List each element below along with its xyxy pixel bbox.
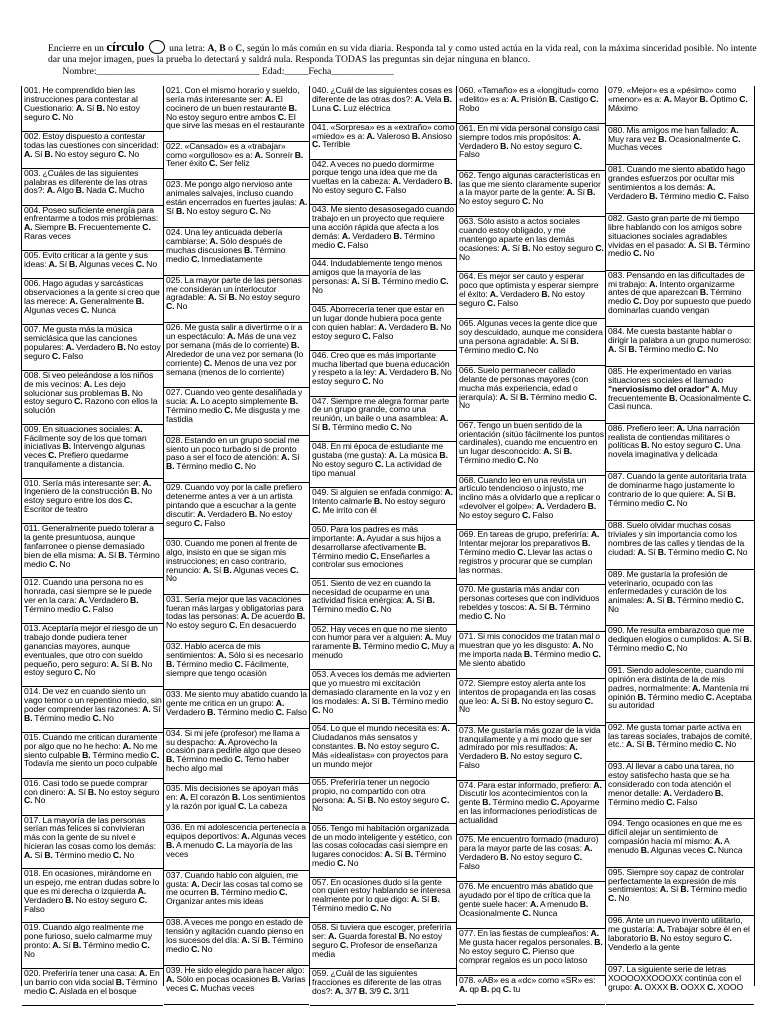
question-item[interactable]: 012. Cuando una persona no es honrada, casi siempre se le puede ver en la cara: A. Verdadero B. Término medio C. Falso <box>22 578 163 624</box>
question-item[interactable]: 083. Pensando en las dificultades de mi trabajo: A. Intento organizarme antes de que aparezcan B. Término medio C. Doy por supuesto que puedo dominarlas cuando vengan <box>606 271 754 328</box>
question-item[interactable]: 092. Me gusta tomar parte activa en las tareas sociales, trabajos de comité, etc.: A. Sí B. Término medio C. No <box>606 723 754 763</box>
question-item[interactable]: 023. Me pongo algo nervioso ante animales salvajes, incluso cuando están encerrados en fuertes jaulas: A. Sí B. No estoy seguro C. No <box>164 180 309 228</box>
question-column-1 <box>21 85 164 996</box>
instr-letter-b: B <box>219 43 226 54</box>
question-item[interactable]: 013. Aceptaría mejor el riesgo de un trabajo donde pudiera tener ganancias mayores, aunque eventuales, que otro con sueldo pequeño, pero seguro: A. Sí B. No estoy seguro C. No <box>22 624 163 687</box>
question-item[interactable]: 011. Generalmente puedo tolerar a la gente presuntuosa, aunque fanfarronee o piense demasiado bien de ella misma: A. Sí B. Término medio C. No <box>22 524 163 578</box>
question-item[interactable]: 063. Sólo asisto a actos sociales cuando estoy obligado, y me mantengo aparte en las demás ocasiones: A. Sí B. No estoy seguro C. No <box>457 217 605 272</box>
question-item[interactable]: 028. Estando en un grupo social me siento un poco turbado si de pronto paso a ser el foco de atención: A. Sí B. Término medio C. No <box>164 436 309 484</box>
question-item[interactable]: 084. Me cuesta bastante hablar o dirigir la palabra a un grupo numeroso: A. Sí B. Término medio C. No <box>606 327 754 367</box>
question-item[interactable]: 093. Al llevar a cabo una tarea, no estoy satisfecho hasta que se ha considerado con toda atención el menor detalle: A. Verdadero B. Término medio C. Falso <box>606 762 754 819</box>
question-item[interactable]: 070. Me gustaría más andar con personas corteses que con individuos rebeldes y toscos: A. Sí B. Término medio C. No <box>457 585 605 632</box>
question-item[interactable]: 047. Siempre me alegra formar parte de un grupo grande, como una reunión, un baile o una asamblea: A. Sí B. Término medio C. No <box>310 397 456 443</box>
question-item[interactable]: 086. Prefiero leer: A. Una narración realista de contiendas militares o políticas B. No estoy seguro C. Una novela imaginativa y delicada <box>606 424 754 473</box>
question-item[interactable]: 022. «Cansado» es a «trabajar» como «orgulloso» es a: A. Sonreír B. Tener éxito C. Ser feliz <box>164 142 309 181</box>
question-item[interactable]: 061. En mi vida personal consigo casi siempre todos mis propósitos: A. Verdadero B. No estoy seguro C. Falso <box>457 124 605 171</box>
question-item[interactable]: 044. Indudablemente tengo menos amigos que la mayoría de las personas: A. Sí B. Término medio C. No <box>310 259 456 305</box>
question-item[interactable]: 020. Preferiría tener una casa: A. En un barrio con vida social B. Término medio C. Aislada en el bosque <box>22 969 163 1006</box>
question-item[interactable]: 064. Es mejor ser cauto y esperar poco que optimista y esperar siempre el éxito: A. Verdadero B. No estoy seguro C. Falso <box>457 272 605 319</box>
question-item[interactable]: 033. Me siento muy abatido cuando la gente me critica en un grupo: A. Verdadero B. Término medio C. Falso <box>164 690 309 729</box>
question-item[interactable]: 072. Siempre estoy alerta ante los intentos de propaganda en las cosas que leo: A. Sí B. No estoy seguro C. No <box>457 679 605 726</box>
question-item[interactable]: 080. Mis amigos me han fallado: A. Muy rara vez B. Ocasionalmente C. Muchas veces <box>606 126 754 166</box>
question-item[interactable]: 018. En ocasiones, mirándome en un espejo, me entran dudas sobre lo que es mi derecha o izquierda A. Verdadero B. No estoy seguro C. Falso <box>22 869 163 923</box>
question-item[interactable]: 067. Tengo un buen sentido de la orientación (sitúo fácilmente los puntos cardinales), cuando me encuentro en un lugar desconocido: A. Sí B. Término medio C. No <box>457 421 605 476</box>
age-label: Edad: <box>262 65 285 77</box>
question-item[interactable]: 005. Evito criticar a la gente y sus ideas: A. Sí B. Algunas veces C. No <box>22 251 163 279</box>
question-item[interactable]: 069. En tareas de grupo, preferiría: A. Intentar mejorar los preparativos B. Término medio C. Llevar las actas o registros y procurar que se cumplan las normas. <box>457 530 605 585</box>
date-label: Fecha <box>308 65 332 77</box>
question-item[interactable]: 054. Lo que el mundo necesita es: A. Ciudadanos más sensatos y constantes. B. No estoy seguro C. Más «idealistas» con proyectos para un mundo mejor <box>310 724 456 778</box>
question-item[interactable]: 001. He comprendido bien las instrucciones para contestar al Cuestionario: A. Sí B. No estoy seguro C. No <box>22 86 163 132</box>
question-item[interactable]: 040. ¿Cuál de las siguientes cosas es diferente de las otras dos?: A. Vela B. Luna C. Luz eléctrica <box>310 86 456 123</box>
question-item[interactable]: 026. Me gusta salir a divertirme o ir a un espectáculo: A. Más de una vez por semana (más de lo corriente) B. Alrededor de una vez por semana (lo corriente) C. Menos de una vez por semana (menos de lo corriente) <box>164 323 309 388</box>
question-item[interactable]: 071. Si mis conocidos me tratan mal o muestran que yo les disgusto: A. No me importa nada B. Término medio C. Me siento abatido <box>457 632 605 679</box>
instr-letter-a: A <box>207 43 215 54</box>
instructions-text <box>48 40 760 66</box>
question-item[interactable]: 016. Casi todo se puede comprar con dinero: A. Sí B. No estoy seguro C. No <box>22 779 163 816</box>
question-item[interactable]: 045. Aborrecería tener que estar en un lugar donde hubiera poca gente con quien hablar: A. Verdadero B. No estoy seguro C. Falso <box>310 305 456 351</box>
question-item[interactable]: 081. Cuando me siento abatido hago grandes esfuerzos por ocultar mis sentimientos a los demás: A. Verdadero B. Término medio C. Falso <box>606 165 754 214</box>
question-item[interactable]: 077. En las fiestas de cumpleaños: A. Me gusta hacer regalos personales. B. No estoy seguro C. Pienso que comprar regalos es un poco latoso <box>457 929 605 976</box>
question-item[interactable]: 062. Tengo algunas características en las que me siento claramente superior a la mayor parte de la gente: A. Sí B. No estoy seguro C. No <box>457 171 605 218</box>
question-item[interactable]: 030. Cuando me ponen al frente de algo, insisto en que se sigan mis instrucciones; en caso contrario, renuncio: A. Sí B. Algunas veces C. No <box>164 539 309 595</box>
question-item[interactable]: 029. Cuando voy por la calle prefiero detenerme antes a ver a un artista pintando que a escuchar a la gente discutir: A. Verdadero B. No estoy seguro C. Falso <box>164 483 309 539</box>
instr-text-5: , según lo más común en su vida diaria. Responda tal y como usted actúa en la vida real, con la máxima sinceridad posible. No intente dar una mejor imagen, pues la prueba lo detectará y saldrá nula. Responda TODAS las preguntas sin dejar ninguna en blanco. <box>48 43 757 66</box>
respondent-fields <box>48 66 760 77</box>
questionnaire-grid <box>21 85 755 996</box>
question-item[interactable]: 038. A veces me pongo en estado de tensión y agitación cuando pienso en los sucesos del día: A. Sí B. Término medio C. No <box>164 918 309 966</box>
question-item[interactable]: 051. Siento de vez en cuando la necesidad de ocuparme en una actividad física enérgica: A. Sí B. Término medio C. No <box>310 579 456 625</box>
question-item[interactable]: 008. Si veo peleándose a los niños de mis vecinos: A. Les dejo solucionar sus problemas B. No estoy seguro C. Razono con ellos la solución <box>22 371 163 425</box>
question-item[interactable]: 027. Cuando veo gente desaliñada y sucia: A. Lo acepto simplemente B. Término medio C. Me disgusta y me fastidia <box>164 388 309 436</box>
question-item[interactable]: 041. «Sorpresa» es a «extraño» como «miedo» es a: A. Valeroso B. Ansioso C. Terrible <box>310 123 456 160</box>
question-item[interactable]: 055. Preferiría tener un negocio propio, no compartido con otra persona: A. Sí B. No estoy seguro C. No <box>310 778 456 824</box>
question-item[interactable]: 049. Si alguien se enfada conmigo: A. Intento calmarle B. No estoy seguro C. Me irrito con él <box>310 488 456 525</box>
circle-icon <box>149 40 165 54</box>
question-item[interactable]: 019. Cuando algo realmente me pone furioso, suelo calmarme muy pronto: A. Sí B. Término medio C. No <box>22 923 163 969</box>
question-item[interactable]: 002. Estoy dispuesto a contestar todas las cuestiones con sinceridad: A. Sí B. No estoy seguro C. No <box>22 132 163 169</box>
question-item[interactable]: 065. Algunas veces la gente dice que soy descuidado, aunque me considera una persona agradable: A. Sí B. Término medio C. No <box>457 319 605 366</box>
question-item[interactable]: 034. Si mi jefe (profesor) me llama a su despacho: A. Aprovecho la ocasión para pedirle algo que deseo B. Término medio C. Temo haber hecho algo mal <box>164 729 309 785</box>
question-item[interactable]: 036. En mi adolescencia pertenecía a equipos deportivos: A. Algunas veces B. A menudo C. La mayoría de las veces <box>164 823 309 871</box>
question-item[interactable]: 009. En situaciones sociales: A. Fácilmente soy de los que toman iniciativas B. Intervengo algunas veces C. Prefiero quedarme tranquilamente a distancia. <box>22 425 163 479</box>
question-item[interactable]: 014. De vez en cuando siento un vago temor o un repentino miedo, sin poder comprender las razones: A. Sí B. Término medio C. No <box>22 687 163 733</box>
question-item[interactable]: 091. Siendo adolescente, cuando mi opinión era distinta de la de mis padres, normalmente: A. Mantenía mi opinión B. Término medio C. Aceptaba su autoridad <box>606 666 754 723</box>
instr-text-3: , <box>214 43 220 54</box>
question-item[interactable]: 085. He experimentado en varias situaciones sociales el llamado "nerviosismo del orador" A. Muy frecuentemente B. Ocasionalmente C. Casi nunca. <box>606 367 754 424</box>
instr-text-1: Encierre en un <box>48 43 107 54</box>
question-item[interactable]: 096. Ante un nuevo invento utilitario, me gustaría: A. Trabajar sobre él en el laboratorio B. No estoy seguro C. Venderlo a la gente <box>606 916 754 965</box>
question-item[interactable]: 039. He sido elegido para hacer algo: A. Sólo en pocas ocasiones B. Varias veces C. Muchas veces <box>164 966 309 1005</box>
question-item[interactable]: 089. Me gustaría la profesión de veterinario, ocupado con las enfermedades y curación de los animales: A. Sí B. Término medio C. No <box>606 570 754 627</box>
question-item[interactable]: 097. La siguiente serie de letras XOOOOXXOOOXX continúa con el grupo: A. OXXX B. OOXX C. XOOO <box>606 965 754 1005</box>
question-item[interactable]: 090. Me resulta embarazoso que me dediquen elogios o cumplidos: A. Sí B. Término medio C. No <box>606 626 754 666</box>
question-item[interactable]: 056. Tengo mi habitación organizada de un modo inteligente y estético, con las cosas colocadas casi siempre en lugares conocidos: A. Sí B. Término medio C. No <box>310 824 456 878</box>
question-item[interactable]: 058. Si tuviera que escoger, preferiría ser: A. Guarda forestal B. No estoy seguro C. Profesor de enseñanza media <box>310 923 456 969</box>
question-item[interactable]: 073. Me gustaría más gozar de la vida tranquilamente y a mi modo que ser admirado por mis resultados: A. Verdadero B. No estoy seguro C. Falso <box>457 726 605 781</box>
question-item[interactable]: 004. Poseo suficiente energía para enfrentarme a todos mis problemas: A. Siempre B. Frecuentemente C. Raras veces <box>22 206 163 252</box>
question-item[interactable]: 025. La mayor parte de las personas me consideran un interlocutor agradable: A. Sí B. No estoy seguro C. No <box>164 276 309 324</box>
question-item[interactable]: 088. Suelo olvidar muchas cosas triviales y sin importancia como los nombres de las calles y tiendas de la ciudad: A. Sí B. Término medio C. No <box>606 521 754 570</box>
question-column-4 <box>457 85 606 994</box>
question-item[interactable]: 087. Cuando la gente autoritaria trata de dominarme hago justamente lo contrario de lo que quiere: A. Sí B. Término medio C. No <box>606 472 754 521</box>
question-item[interactable]: 068. Cuando leo en una revista un artículo tendencioso o injusto, me inclino más a olvidarlo que a replicar o «devolver el golpe»: A. Verdadero B. No estoy seguro C. Falso <box>457 476 605 531</box>
question-item[interactable]: 010. Sería más interesante ser: A. Ingeniero de la construcción B. No estoy seguro entre los dos C. Escritor de teatro <box>22 479 163 525</box>
question-item[interactable]: 078. «AB» es a «dc» como «SR» es: A. qp B. pq C. tu <box>457 976 605 1005</box>
question-item[interactable]: 037. Cuando hablo con alguien, me gusta: A. Decir las cosas tal como se me ocurren B. Término medio C. Organizar antes mis ideas <box>164 871 309 919</box>
question-item[interactable]: 007. Me gusta más la música semiclásica que las canciones populares: A. Verdadero B. No estoy seguro C. Falso <box>22 325 163 371</box>
age-field[interactable]: _____ <box>284 65 309 77</box>
question-item[interactable]: 046. Creo que es más importante mucha libertad que buena educación y respeto a la ley: A. Verdadero B. No estoy seguro C. No <box>310 351 456 397</box>
question-column-3 <box>310 85 457 996</box>
question-item[interactable]: 066. Suelo permanecer callado delante de personas mayores (con mucha más experiencia, edad o jerarquía): A. Sí B. Término medio C. No <box>457 366 605 421</box>
question-item[interactable]: 021. Con el mismo horario y sueldo, sería más interesante ser: A. El cocinero de un buen restaurante B. No estoy seguro entre ambos C. El que sirve las mesas en el restaurante <box>164 86 309 142</box>
instructions <box>48 40 760 77</box>
instr-text-2: una letra: <box>166 43 208 54</box>
date-field[interactable]: _____________ <box>331 65 394 77</box>
question-item[interactable]: 060. «Tamaño» es a «longitud» como «delito» es a: A. Prisión B. Castigo C. Robo <box>457 86 605 124</box>
question-item[interactable]: 035. Mis decisiones se apoyan más en: A. El corazón B. Los sentimientos y la razón por igual C. La cabeza <box>164 784 309 823</box>
question-item[interactable]: 075. Me encuentro formado (maduro) para la mayor parte de las cosas: A. Verdadero B. No estoy seguro C. Falso <box>457 835 605 882</box>
question-item[interactable]: 059. ¿Cuál de las siguientes fracciones es diferente de las otras dos?: A. 3/7 B. 3/9 C. 3/11 <box>310 969 456 1006</box>
question-item[interactable]: 015. Cuando me critican duramente por algo que no he hecho: A. No me siento culpable B. Término medio C. Todavía me siento un poco culpable <box>22 733 163 779</box>
question-item[interactable]: 017. La mayoría de las personas serían más felices si convivieran más con la gente de su nivel e hicieran las cosas como los demás: A. Sí B. Término medio C. No <box>22 816 163 870</box>
question-item[interactable]: 006. Hago agudas y sarcásticas observaciones a la gente si creo que las merece: A. Generalmente B. Algunas veces C. Nunca <box>22 279 163 325</box>
question-item[interactable]: 052. Hay veces en que no me siento con humor para ver a alguien: A. Muy raramente B. Término medio C. Muy a menudo <box>310 625 456 671</box>
question-column-2 <box>164 85 310 993</box>
question-item[interactable]: 094. Tengo ocasiones en que me es difícil alejar un sentimiento de compasión hacia mí mismo: A. A menudo B. Algunas veces C. Nunca <box>606 819 754 868</box>
instr-circle-word: círculo <box>106 39 145 54</box>
name-field[interactable]: __________________________________ <box>96 65 260 77</box>
question-item[interactable]: 079. «Mejor» es a «pésimo» como «menor» es a: A. Mayor B. Óptimo C. Máximo <box>606 86 754 126</box>
question-item[interactable]: 053. A veces los demás me advierten que yo muestro mi excitación demasiado claramente en la voz y en los modales: A. Sí B. Término medio C. No <box>310 670 456 724</box>
question-item[interactable]: 057. En ocasiones dudo si la gente con quien estoy hablando se interesa realmente por lo que digo: A. Sí B. Término medio C. No <box>310 878 456 924</box>
question-item[interactable]: 082. Gasto gran parte de mi tiempo libre hablando con los amigos sobre situaciones sociales agradables vividas en el pasado: A. Sí B. Término medio C. No <box>606 214 754 271</box>
question-item[interactable]: 076. Me encuentro más abatido que ayudado por el tipo de crítica que la gente suele hacer: A. A menudo B. Ocasionalmente C. Nunca <box>457 882 605 929</box>
name-label: Nombre: <box>62 65 97 77</box>
question-item[interactable]: 050. Para los padres es más importante: A. Ayudar a sus hijos a desarrollarse afectivamente B. Término medio C. Enseñarles a controlar sus emociones <box>310 525 456 579</box>
instr-letter-c: C <box>235 43 243 54</box>
question-item[interactable]: 003. ¿Cuáles de las siguientes palabras es diferente de las otras dos?: A. Algo B. Nada C. Mucho <box>22 169 163 206</box>
question-column-5 <box>606 85 755 992</box>
question-item[interactable]: 032. Hablo acerca de mis sentimientos: A. Sólo si es necesario B. Término medio C. Fácilmente, siempre que tengo ocasión <box>164 642 309 690</box>
question-item[interactable]: 042. A veces no puedo dormirme porque tengo una idea que me da vueltas en la cabeza: A. Verdadero B. No estoy seguro C. Falso <box>310 160 456 206</box>
question-item[interactable]: 074. Para estar informado, prefiero: A. Discutir los acontecimientos con la gente B. Término medio C. Apoyarme en las informaciones periodísticas de actualidad <box>457 781 605 836</box>
question-item[interactable]: 031. Sería mejor que las vacaciones fueran más largas y obligatorias para todas las personas: A. De acuerdo B. No estoy seguro C. En desacuerdo <box>164 595 309 643</box>
question-item[interactable]: 024. Una ley anticuada debería cambiarse: A. Sólo después de muchas discusiones B. Término medio C. Inmediatamente <box>164 228 309 276</box>
question-item[interactable]: 043. Me siento desasosegado cuando trabajo en un proyecto que requiere una acción rápida que afecta a los demás: A. Verdadero B. Término medio C. Falso <box>310 205 456 259</box>
instr-text-4: o <box>225 43 236 54</box>
question-item[interactable]: 048. En mi época de estudiante me gustaba (me gusta): A. La música B. No estoy seguro C. La actividad de tipo manual <box>310 442 456 488</box>
question-item[interactable]: 095. Siempre soy capaz de controlar perfectamente la expresión de mis sentimientos: A. Sí B. Término medio C. No <box>606 868 754 917</box>
